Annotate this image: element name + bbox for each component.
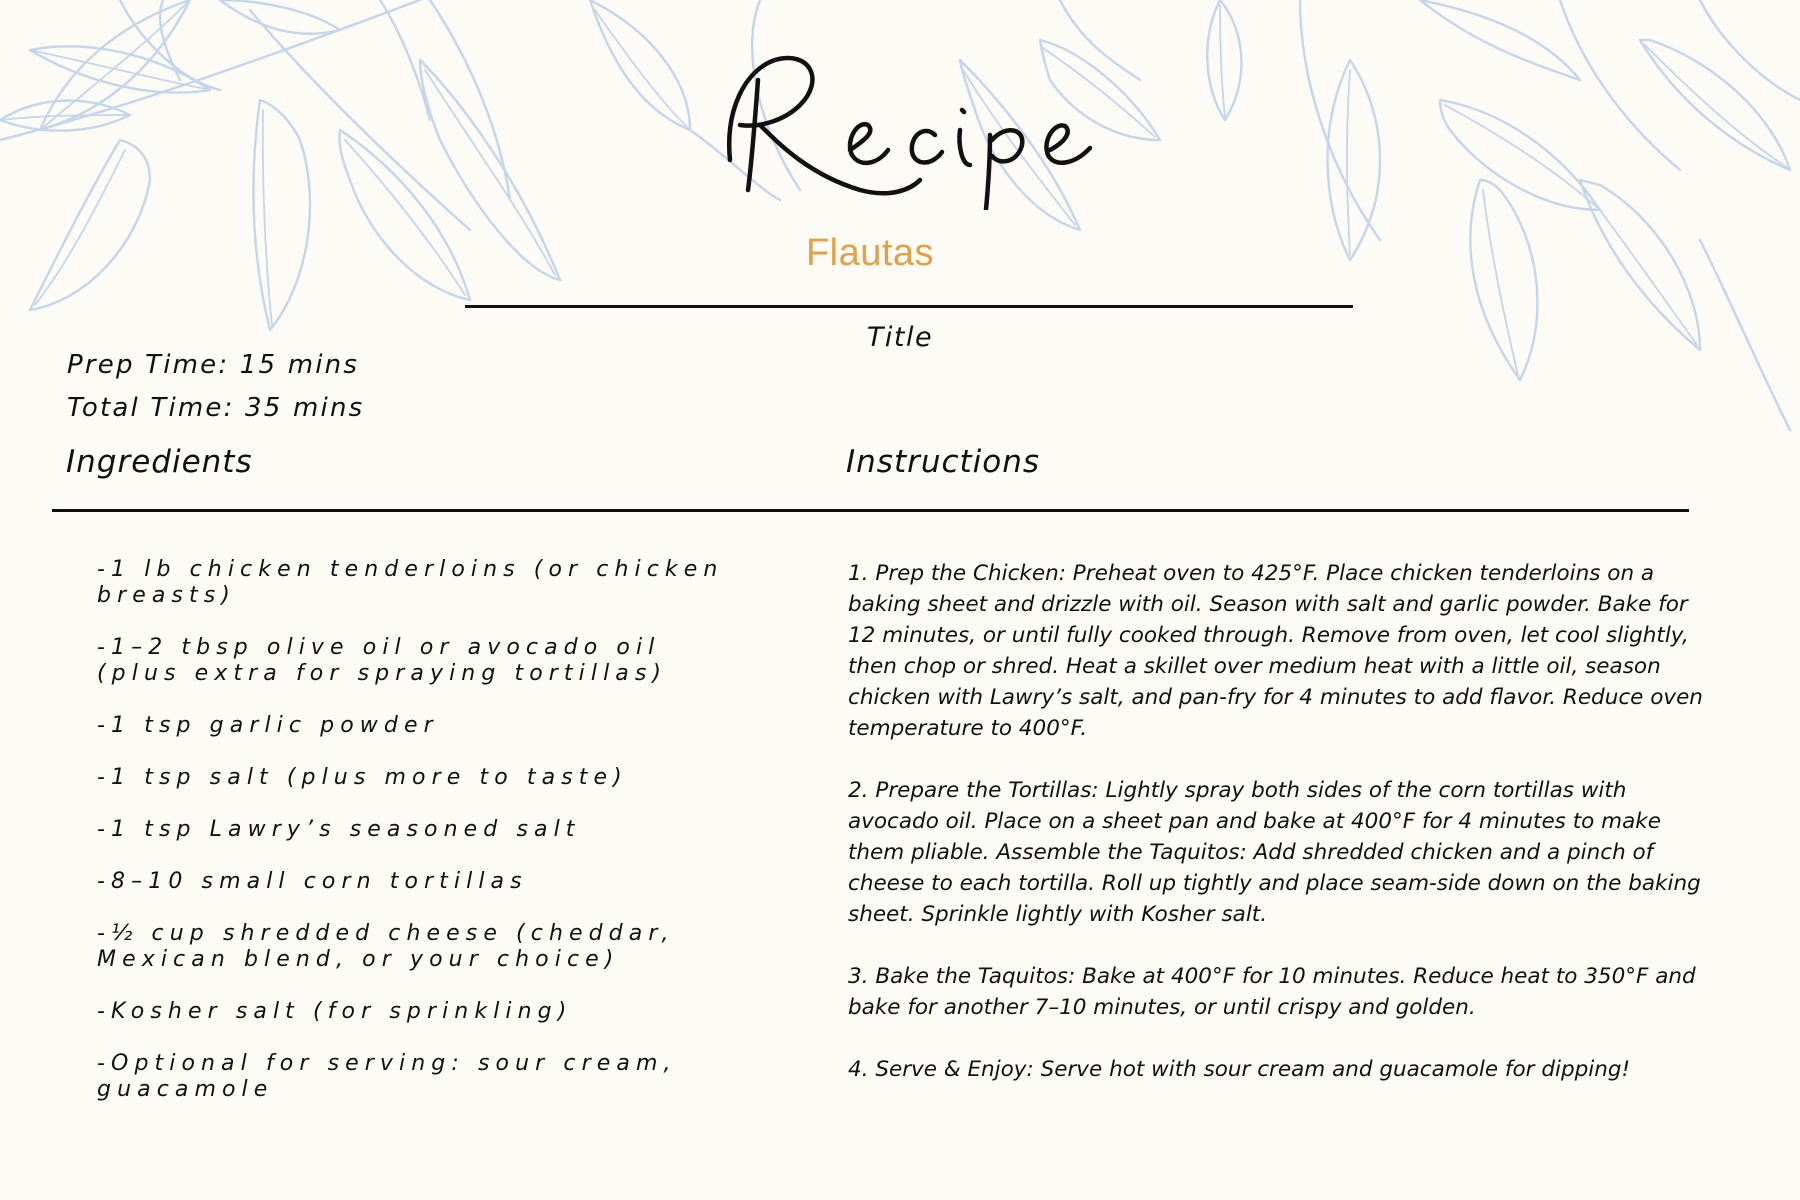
- ingredient-item: -8–10 small corn tortillas: [97, 869, 528, 894]
- title-divider: [465, 305, 1353, 308]
- instructions-list: [848, 558, 1716, 1116]
- instruction-step: 3. Bake the Taquitos: Bake at 400°F for 10 minutes. Reduce heat to 350°F and bake for another 7–10 minutes, or until crispy and golden.: [848, 964, 1696, 1020]
- instruction-step: 1. Prep the Chicken: Preheat oven to 425°F. Place chicken tenderloins on a baking sheet and drizzle with oil. Season with salt and garlic powder. Bake for 12 minutes, or until fully cooked through. Remove from oven, let cool slightly, then chop or shred. Heat a skillet over medium heat with a little oil, season chicken with Lawry’s salt, and pan-fry for 4 minutes to add flavor. Reduce oven temperature to 400°F.: [848, 561, 1703, 741]
- instructions-heading: Instructions: [846, 444, 1041, 480]
- ingredient-item: -½ cup shredded cheese (cheddar, Mexican blend, or your choice): [97, 921, 675, 972]
- section-divider: [52, 509, 1689, 512]
- ingredient-item: -1 tsp salt (plus more to taste): [97, 765, 628, 790]
- script-title: [700, 40, 1100, 210]
- title-caption: Title: [866, 322, 934, 353]
- ingredient-item: -1 tsp garlic powder: [97, 713, 439, 738]
- prep-time: Prep Time: 15 mins: [67, 350, 360, 380]
- ingredient-item: -1–2 tbsp olive oil or avocado oil (plus extra for spraying tortillas): [97, 635, 668, 686]
- script-title-lettering: [700, 40, 1100, 210]
- ingredient-item: -1 lb chicken tenderloins (or chicken breasts): [97, 557, 724, 608]
- ingredients-list: [97, 557, 737, 1129]
- recipe-name: Flautas: [805, 232, 935, 274]
- instruction-step: 4. Serve & Enjoy: Serve hot with sour cream and guacamole for dipping!: [848, 1057, 1631, 1082]
- ingredients-heading: Ingredients: [66, 444, 253, 480]
- ingredient-item: -Optional for serving: sour cream, guacamole: [97, 1051, 677, 1102]
- ingredient-item: -Kosher salt (for sprinkling): [97, 999, 573, 1024]
- time-info: [67, 344, 364, 430]
- instruction-step: 2. Prepare the Tortillas: Lightly spray both sides of the corn tortillas with avocado oil. Place on a sheet pan and bake at 400°F for 4 minutes to make them pliable. Assemble the Taquitos: Add shredded chicken and a pinch of cheese to each tortilla. Roll up tightly and place seam-side down on the baking sheet. Sprinkle lightly with Kosher salt.: [848, 778, 1701, 927]
- total-time: Total Time: 35 mins: [67, 393, 365, 423]
- ingredient-item: -1 tsp Lawry’s seasoned salt: [97, 817, 581, 842]
